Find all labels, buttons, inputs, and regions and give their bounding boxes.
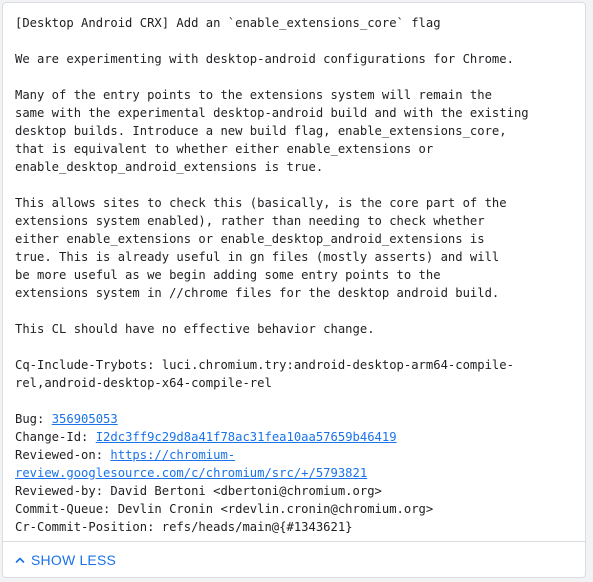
commit-title: [Desktop Android CRX] Add an `enable_extensions_core` flag xyxy=(15,16,441,30)
commit-paragraph-line: either enable_extensions or enable_desktop_android_extensions is xyxy=(15,232,485,246)
chevron-up-icon xyxy=(15,552,25,568)
commit-paragraph-line: enable_desktop_android_extensions is true. xyxy=(15,160,324,174)
change-id-label: Change-Id: xyxy=(15,430,96,444)
commit-paragraph-line: extensions system in //chrome files for the desktop android build. xyxy=(15,286,500,300)
commit-paragraph-line: extensions system enabled), rather than needing to check whether xyxy=(15,214,485,228)
commit-paragraph-line: desktop builds. Introduce a new build flag, enable_extensions_core, xyxy=(15,124,507,138)
card-footer xyxy=(3,541,585,577)
bug-link[interactable]: 356905053 xyxy=(51,412,118,426)
reviewed-on-label: Reviewed-on: xyxy=(15,448,111,462)
show-less-button[interactable] xyxy=(15,552,116,568)
commit-paragraph-line: true. This is already useful in gn files (mostly asserts) and will xyxy=(15,250,500,264)
commit-message-card xyxy=(2,2,586,578)
commit-paragraph-line: be more useful as we begin adding some entry points to the xyxy=(15,268,441,282)
commit-paragraph-line: Many of the entry points to the extensions system will remain the xyxy=(15,88,492,102)
cr-commit-position-line: Cr-Commit-Position: refs/heads/main@{#1343621} xyxy=(15,520,353,534)
show-less-label: SHOW LESS xyxy=(31,552,117,568)
commit-queue-line: Commit-Queue: Devlin Cronin <rdevlin.cronin@chromium.org> xyxy=(15,502,434,516)
commit-paragraph: We are experimenting with desktop-android configurations for Chrome. xyxy=(15,52,514,66)
cq-include-trybots-line: Cq-Include-Trybots: luci.chromium.try:android-desktop-arm64-compile- xyxy=(15,358,514,372)
commit-paragraph-line: same with the experimental desktop-android build and with the existing xyxy=(15,106,529,120)
reviewed-on-url-part: review.googlesource.com/c/chromium/src/+/5793821 xyxy=(15,466,368,480)
commit-message xyxy=(15,14,575,536)
change-id-link[interactable]: I2dc3ff9c29d8a41f78ac31fea10aa57659b46419 xyxy=(95,430,397,444)
bug-label: Bug: xyxy=(15,412,52,426)
reviewed-by-line: Reviewed-by: David Bertoni <dbertoni@chromium.org> xyxy=(15,484,382,498)
cq-include-trybots-line: rel,android-desktop-x64-compile-rel xyxy=(15,376,272,390)
commit-paragraph: This CL should have no effective behavior change. xyxy=(15,322,375,336)
chevron-up-icon-svg xyxy=(15,555,25,565)
reviewed-on-url-part: https://chromium- xyxy=(110,448,236,462)
commit-paragraph-line: that is equivalent to whether either enable_extensions or xyxy=(15,142,434,156)
commit-paragraph-line: This allows sites to check this (basically, is the core part of the xyxy=(15,196,507,210)
